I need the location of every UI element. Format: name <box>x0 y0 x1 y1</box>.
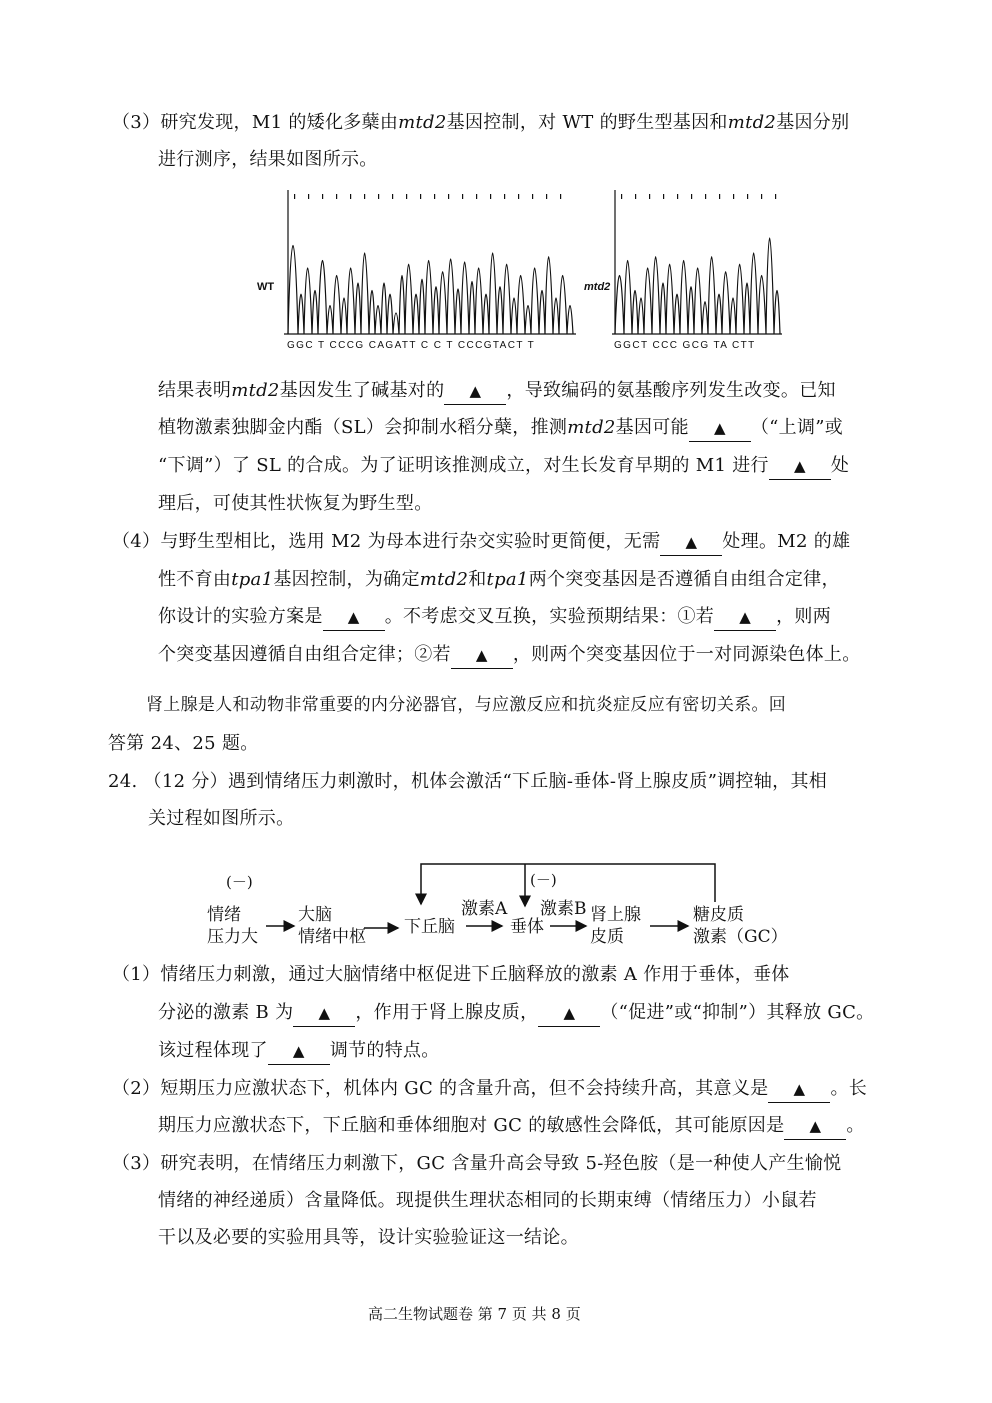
blank-mark-icon: ▲ <box>713 419 726 437</box>
text: 性不育由 <box>158 569 232 590</box>
gene-name: mtd2 <box>398 112 447 133</box>
q23-3-result-line-3 <box>158 453 849 480</box>
q24-line-2: 关过程如图所示。 <box>148 808 295 829</box>
feedback-label-1: (－) <box>226 873 253 891</box>
node-glucocorticoid: 糖皮质 <box>693 905 744 925</box>
text: ，则两个突变基因位于一对同源染色体上。 <box>512 644 861 665</box>
blank-mark-icon: ▲ <box>318 1004 331 1022</box>
answer-blank[interactable] <box>293 1000 355 1027</box>
text: ，作用于肾上腺皮质， <box>355 1002 539 1023</box>
q23-3-result-line-2 <box>158 415 843 442</box>
answer-blank[interactable] <box>689 415 751 442</box>
text: 该过程体现了 <box>158 1040 268 1061</box>
blank-mark-icon: ▲ <box>469 382 482 400</box>
text: 基因分别 <box>776 112 850 133</box>
text: 基因可能 <box>615 417 689 438</box>
q23-3-line-2: 进行测序，结果如图所示。 <box>158 149 378 170</box>
wt-label: WT <box>257 281 275 293</box>
q23-4-line-4 <box>158 642 861 669</box>
q24-3-line-3: 干以及必要的实验用具等，设计实验验证这一结论。 <box>158 1227 579 1248</box>
wt-chromatogram <box>284 186 576 342</box>
answer-blank[interactable] <box>268 1038 330 1065</box>
answer-blank[interactable] <box>538 1000 600 1027</box>
text: 基因控制，对 WT 的野生型基因和 <box>446 112 728 133</box>
answer-blank[interactable] <box>784 1113 846 1140</box>
mtd2-label: mtd2 <box>584 281 611 293</box>
answer-blank[interactable] <box>769 453 831 480</box>
blank-mark-icon: ▲ <box>685 533 698 551</box>
gene-name: mtd2 <box>419 569 469 590</box>
text: “下调”）了 SL 的合成。为了证明该推测成立，对生长发育早期的 M1 进行 <box>158 455 769 476</box>
gene-name: mtd2 <box>727 112 777 133</box>
wt-sequence: GGC T CCCG CAGATT C C T CCCGTACT T <box>287 340 536 351</box>
blank-mark-icon: ▲ <box>793 1080 806 1098</box>
text: 和 <box>468 569 487 590</box>
text: 调节的特点。 <box>329 1040 440 1061</box>
answer-blank[interactable] <box>451 642 513 669</box>
label-hormone-b: 激素B <box>540 899 587 919</box>
text: 基因发生了碱基对的 <box>279 380 445 401</box>
node-glucocorticoid-2: 激素（GC） <box>693 927 788 947</box>
blank-mark-icon: ▲ <box>475 646 488 664</box>
page-footer: 高二生物试题卷 第 7 页 共 8 页 <box>368 1305 581 1323</box>
q23-3-result-line-4: 理后，可使其性状恢复为野生型。 <box>158 493 433 514</box>
answer-blank[interactable] <box>323 604 385 631</box>
q24-2-line-2 <box>158 1113 865 1140</box>
q23-3-result-line-1 <box>158 378 836 405</box>
node-pituitary: 垂体 <box>510 917 544 937</box>
text: ，导致编码的氨基酸序列发生改变。已知 <box>506 380 836 401</box>
mtd2-chromatogram <box>612 186 782 342</box>
text: （4）与野生型相比，选用 M2 为母本进行杂交实验时更简便，无需 <box>112 531 661 552</box>
feedback-label-2: (－) <box>530 871 557 889</box>
q23-3-line-1 <box>112 110 849 136</box>
node-adrenal-cortex: 皮质 <box>590 927 624 947</box>
label-hormone-a: 激素A <box>461 899 508 919</box>
text: 结果表明 <box>158 380 232 401</box>
q24-line-1: 24. （12 分）遇到情绪压力刺激时，机体会激活“下丘脑-垂体-肾上腺皮质”调控轴，其相 <box>108 771 828 792</box>
answer-blank[interactable] <box>660 529 722 556</box>
intro-24-25-line-1: 肾上腺是人和动物非常重要的内分泌器官，与应激反应和抗炎症反应有密切关系。回 <box>146 695 787 715</box>
q24-2-line-1 <box>112 1076 867 1103</box>
text: 处理。M2 的雄 <box>722 531 851 552</box>
q24-1-line-2 <box>158 1000 874 1027</box>
intro-24-25-line-2: 答第 24、25 题。 <box>108 733 259 754</box>
node-adrenal: 肾上腺 <box>590 905 641 925</box>
answer-blank[interactable] <box>768 1076 830 1103</box>
text: 植物激素独脚金内酯（SL）会抑制水稻分蘖，推测 <box>158 417 568 438</box>
text: 你设计的实验方案是 <box>158 606 323 627</box>
text: 。 <box>846 1115 865 1136</box>
blank-mark-icon: ▲ <box>292 1042 305 1060</box>
node-emotion-center: 情绪中枢 <box>298 927 366 947</box>
q23-4-line-3 <box>158 604 831 631</box>
text: （2）短期压力应激状态下，机体内 GC 的含量升高，但不会持续升高，其意义是 <box>112 1078 769 1099</box>
node-brain: 大脑 <box>298 905 332 925</box>
gene-name: tpa1 <box>486 569 529 590</box>
text: 处 <box>830 455 850 476</box>
q24-1-line-1: （1）情绪压力刺激，通过大脑情绪中枢促进下丘脑释放的激素 A 作用于垂体，垂体 <box>112 964 790 985</box>
text: 。不考虑交叉互换，实验预期结果：①若 <box>384 606 715 627</box>
answer-blank[interactable] <box>444 378 506 405</box>
gene-name: mtd2 <box>231 380 280 401</box>
q23-4-line-2 <box>158 567 840 593</box>
node-emotional-stress-2: 压力大 <box>207 927 258 947</box>
q24-1-line-3 <box>158 1038 440 1065</box>
blank-mark-icon: ▲ <box>347 608 360 626</box>
mtd2-sequence: GGCT CCC GCG TA CTT <box>614 340 756 351</box>
blank-mark-icon: ▲ <box>563 1004 576 1022</box>
blank-mark-icon: ▲ <box>739 608 752 626</box>
text: 分泌的激素 B 为 <box>158 1002 294 1023</box>
q24-3-line-2: 情绪的神经递质）含量降低。现提供生理状态相同的长期束缚（情绪压力）小鼠若 <box>158 1190 817 1211</box>
text: （“上调”或 <box>750 417 844 438</box>
text: （3）研究发现，M1 的矮化多蘖由 <box>112 112 399 133</box>
text: ，则两 <box>776 606 832 627</box>
text: 两个突变基因是否遵循自由组合定律， <box>528 569 840 590</box>
blank-mark-icon: ▲ <box>793 457 806 475</box>
gene-name: tpa1 <box>231 569 274 590</box>
q23-4-line-1 <box>112 529 850 556</box>
text: 。长 <box>830 1078 868 1099</box>
text: （“促进”或“抑制”）其释放 GC。 <box>600 1002 875 1023</box>
text: 个突变基因遵循自由组合定律；②若 <box>158 644 451 665</box>
q24-3-line-1: （3）研究表明，在情绪压力刺激下，GC 含量升高会导致 5-羟色胺（是一种使人产生愉悦 <box>112 1153 842 1174</box>
node-hypothalamus: 下丘脑 <box>404 917 455 937</box>
text: 期压力应激状态下，下丘脑和垂体细胞对 GC 的敏感性会降低，其可能原因是 <box>158 1115 785 1136</box>
node-emotional-stress: 情绪 <box>207 905 241 925</box>
text: 基因控制，为确定 <box>273 569 420 590</box>
answer-blank[interactable] <box>714 604 776 631</box>
blank-mark-icon: ▲ <box>809 1117 822 1135</box>
gene-name: mtd2 <box>567 417 616 438</box>
